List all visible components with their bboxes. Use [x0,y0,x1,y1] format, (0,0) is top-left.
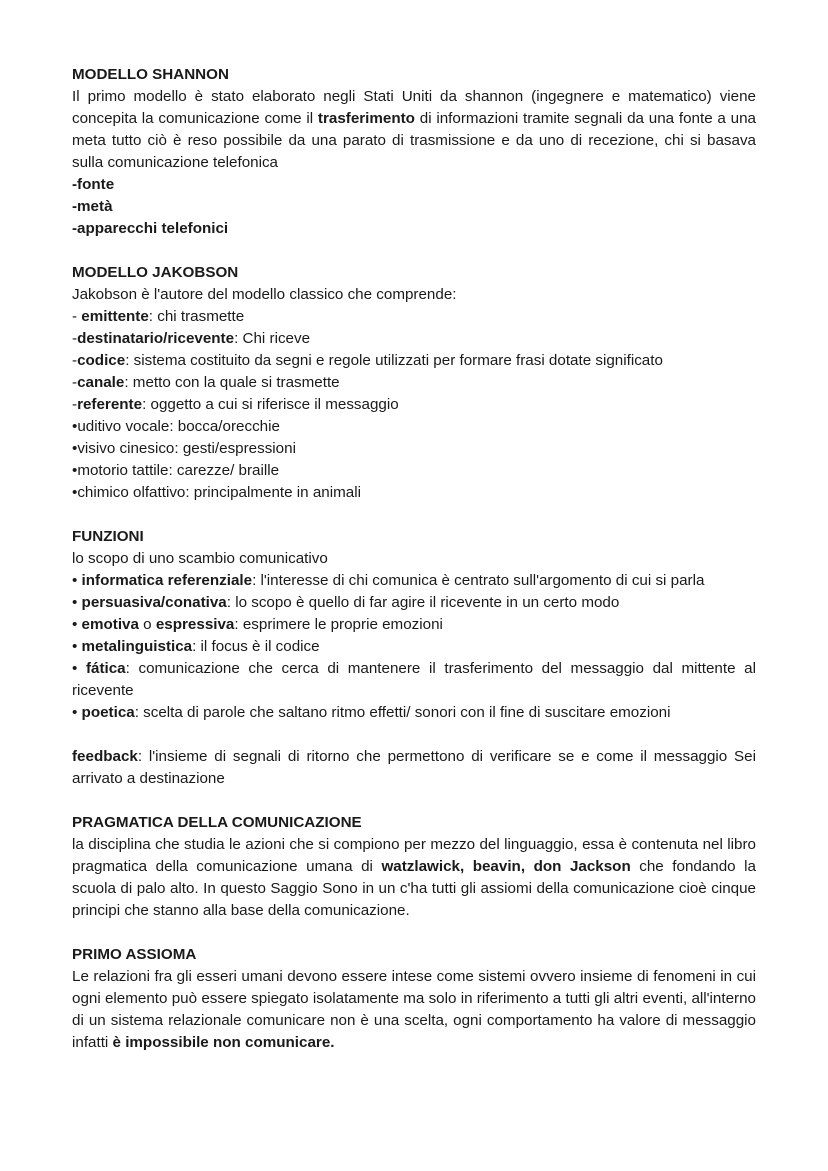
funzione-term: emotiva [81,616,139,633]
element-text: : chi trasmette [148,308,245,325]
bullet-prefix: - [72,374,78,391]
channel-item: •chimico olfattivo: principalmente in animali [72,484,361,501]
element-term: destinatario/ricevente [77,330,235,347]
funzione-text: : lo scopo è quello di far agire il ricevente in un certo modo [226,594,620,611]
bullet-prefix: - [72,330,78,347]
assioma-text: Le relazioni fra gli esseri umani devono essere intese come sistemi ovvero insieme di fenomeni in cui ogni elemento può essere spiegato isolatamente ma solo in riferimento a tutti gli altri eventi, all'interno di un sistema relazionale comunicare non è una scelta, ogni comportamento ha valore di messaggio infatti [72,968,756,1051]
jakobson-element [72,372,756,394]
heading-pragmatica: PRAGMATICA DELLA COMUNICAZIONE [72,814,362,831]
funzione-text: : il focus è il codice [192,638,320,655]
shannon-text-1: Il primo modello è stato elaborato negli Stati Uniti da shannon (ingegnere e matematico) viene concepita la comunicazione come il [72,88,756,127]
channel-item: •motorio tattile: carezze/ braille [72,462,280,479]
pragmatica-text-1: la disciplina che studia le azioni che si compiono per mezzo del linguaggio, essa è contenuta nel libro pragmatica della comunicazione umana di [72,836,756,875]
jakobson-element [72,350,756,372]
bullet-prefix: - [72,308,82,325]
funzione-item [72,570,756,592]
element-text: : metto con la quale si trasmette [124,374,340,391]
shannon-paragraph [72,86,756,174]
funzione-text: : scelta di parole che saltano ritmo effetti/ sonori con il fine di suscitare emozioni [134,704,671,721]
funzioni-intro: lo scopo di uno scambio comunicativo [72,550,328,567]
bullet-prefix: • [72,616,82,633]
jakobson-element [72,394,756,416]
funzione-text: : esprimere le proprie emozioni [234,616,443,633]
shannon-item: -apparecchi telefonici [72,220,229,237]
element-term: canale [77,374,125,391]
funzione-item [72,702,756,724]
funzione-term: espressiva [155,616,235,633]
bullet-prefix: - [72,396,78,413]
jakobson-intro: Jakobson è l'autore del modello classico che comprende: [72,286,457,303]
element-term: codice [77,352,126,369]
funzione-item [72,614,756,636]
funzione-term: metalinguistica [81,638,193,655]
jakobson-element [72,328,756,350]
funzione-text: : l'interesse di chi comunica è centrato sull'argomento di cui si parla [252,572,705,589]
bullet-prefix: • [72,594,82,611]
element-text: : Chi riceve [234,330,311,347]
heading-modello-shannon: MODELLO SHANNON [72,66,229,83]
funzione-item [72,658,756,702]
element-text: : sistema costituito da segni e regole utilizzati per formare frasi dotate significato [125,352,663,369]
bullet-prefix: • [72,704,82,721]
bullet-prefix: - [72,352,78,369]
bullet-prefix: • [72,638,82,655]
shannon-item: -fonte [72,176,115,193]
element-term: referente [77,396,143,413]
jakobson-element [72,306,756,328]
assioma-paragraph [72,966,756,1054]
element-term: emittente [81,308,149,325]
funzione-item [72,636,756,658]
channel-item: •uditivo vocale: bocca/orecchie [72,418,280,435]
heading-primo-assioma: PRIMO ASSIOMA [72,946,197,963]
shannon-text-2: di informazioni tramite segnali da una fonte a una meta tutto ciò è reso possibile da una parato di trasmissione e da uno di recezione, chi si basava sulla comunicazione telefonica [72,110,756,171]
funzione-term: fática [85,660,126,677]
feedback-paragraph [72,746,756,790]
bullet-prefix: • [72,572,82,589]
shannon-item: -metà [72,198,113,215]
funzione-text: : comunicazione che cerca di mantenere il trasferimento del messaggio dal mittente al ricevente [72,660,756,699]
funzione-term: poetica [81,704,135,721]
pragmatica-text-2: che fondando la scuola di palo alto. In questo Saggio Sono in un c'ha tutti gli assiomi della comunicazione cioè cinque principi che stanno alla base della comunicazione. [72,858,756,919]
funzione-term: informatica referenziale [81,572,253,589]
shannon-bold: trasferimento [317,110,415,127]
heading-modello-jakobson: MODELLO JAKOBSON [72,264,239,281]
pragmatica-authors: watzlawick, beavin, don Jackson [381,858,631,875]
feedback-text: : l'insieme di segnali di ritorno che permettono di verificare se e come il messaggio Sei arrivato a destinazione [72,748,756,787]
heading-funzioni: FUNZIONI [72,528,144,545]
element-text: : oggetto a cui si riferisce il messaggio [142,396,399,413]
funzione-connector: o [138,616,156,633]
assioma-bold: è impossibile non comunicare. [112,1034,335,1051]
pragmatica-paragraph [72,834,756,922]
bullet-prefix: • [72,660,86,677]
channel-item: •visivo cinesico: gesti/espressioni [72,440,296,457]
funzione-item [72,592,756,614]
funzione-term: persuasiva/conativa [81,594,227,611]
feedback-term: feedback [72,748,138,765]
